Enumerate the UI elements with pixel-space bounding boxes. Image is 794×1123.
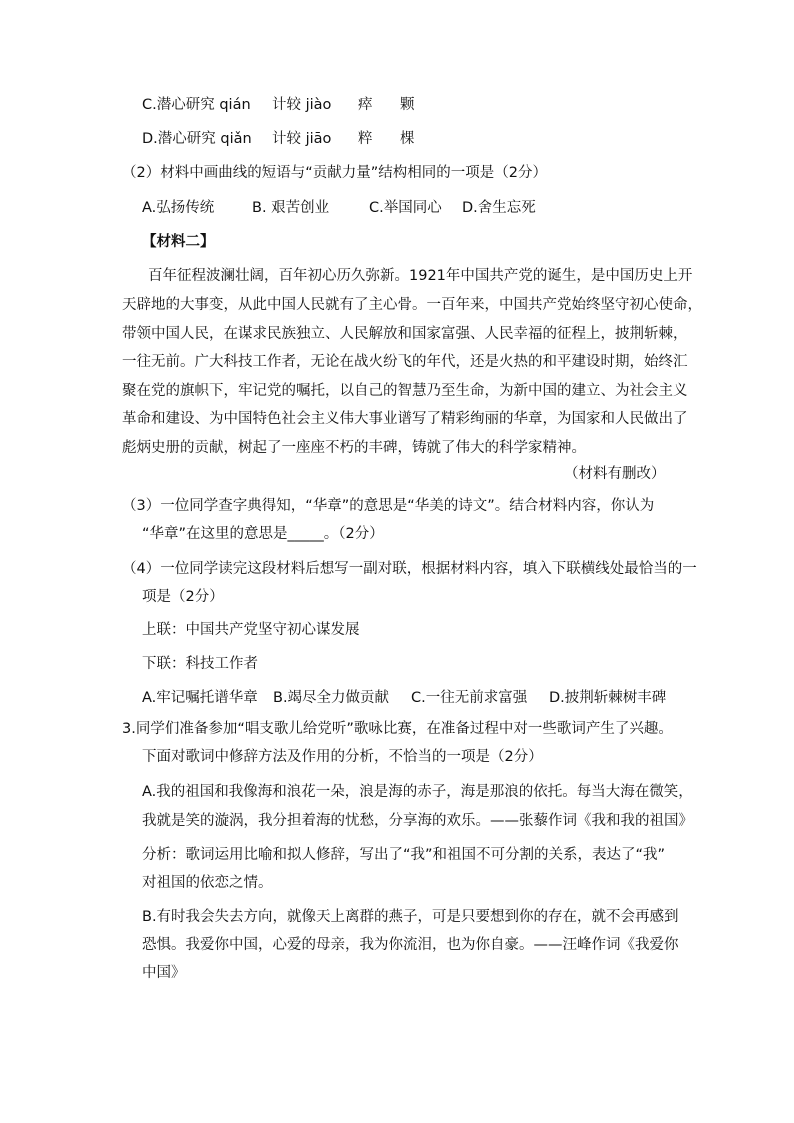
question3-line1: 3.同学们准备参加“唱支歌儿给党听”歌咏比赛，在准备过程中对一些歌词产生了兴趣。 — [122, 721, 673, 737]
question3-analysis: 对祖国的依恋之情。 — [142, 875, 273, 891]
q1-option-c-word2: 计较 jiào — [272, 97, 332, 113]
q2-stem: （2）材料中画曲线的短语与“贡献力量”结构相同的一项是（2分） — [122, 165, 547, 181]
q1-option-d-char4: 棵 — [400, 131, 415, 147]
question3-option-b: B.有时我会失去方向，就像天上离群的燕子，可是只要想到你的存在，就不会再感到 — [142, 909, 679, 925]
q4-line1: （4）一位同学读完这段材料后想写一副对联，根据材料内容，填入下联横线处最恰当的一 — [122, 561, 697, 577]
q4-options — [142, 688, 666, 708]
material2-line: 聚在党的旗帜下，牢记党的嘱托，以自己的智慧乃至生命，为新中国的建立、为社会主义 — [122, 383, 688, 399]
q1-option-c — [142, 95, 415, 115]
q1-option-c-char3: 瘁 — [358, 97, 373, 113]
q1-option-c-label: C.潜心研究 qián — [142, 97, 251, 113]
question3-line2: 下面对歌词中修辞方法及作用的分析，不恰当的一项是（2分） — [142, 749, 543, 765]
q3-line2: “华章”在这里的意思是_____。（2分） — [142, 526, 384, 542]
q4-option-b: B.竭尽全力做贡献 — [273, 690, 390, 706]
material2-line: 一往无前。广大科技工作者，无论在战火纷飞的年代，还是火热的和平建设时期，始终汇 — [122, 354, 688, 370]
question3-analysis: 分析：歌词运用比喻和拟人修辞，写出了“我”和祖国不可分割的关系，表达了“我” — [142, 847, 666, 863]
material2-heading: 【材料二】 — [142, 234, 215, 250]
q1-option-c-char4: 颗 — [400, 97, 415, 113]
q4-option-a: A.牢记嘱托谱华章 — [142, 690, 258, 706]
q1-option-d-char3: 粹 — [358, 131, 373, 147]
q1-option-d-label: D.潜心研究 qiǎn — [142, 131, 252, 147]
question3-option-a: 我就是笑的漩涡，我分担着海的忧愁，分享海的欢乐。——张藜作词《我和我的祖国》 — [142, 813, 693, 829]
material2-source-note: （材料有删改） — [564, 466, 666, 482]
material2-line: 百年征程波澜壮阔，百年初心历久弥新。1921年中国共产党的诞生，是中国历史上开 — [148, 268, 693, 284]
material2-line: 彪炳史册的贡献，树起了一座座不朽的丰碑，铸就了伟大的科学家精神。 — [122, 440, 586, 456]
q4-option-d: D.披荆斩棘树丰碑 — [549, 690, 667, 706]
q1-option-d — [142, 129, 415, 149]
question3-option-a: A.我的祖国和我像海和浪花一朵，浪是海的赤子，海是那浪的依托。每当大海在微笑， — [142, 784, 693, 800]
question3-option-b: 恐惧。我爱你中国，心爱的母亲，我为你流泪，也为你自豪。——汪峰作词《我爱你 — [142, 937, 679, 953]
q2-option-c: C.举国同心 — [369, 200, 442, 216]
q4-upper-couplet: 上联：中国共产党坚守初心谋发展 — [142, 622, 360, 638]
q2-options — [142, 198, 536, 218]
q1-option-d-word2: 计较 jiāo — [272, 131, 332, 147]
material2-line: 带领中国人民，在谋求民族独立、人民解放和国家富强、人民幸福的征程上，披荆斩棘， — [122, 326, 688, 342]
q4-option-c: C.一往无前求富强 — [411, 690, 528, 706]
q3-line1: （3）一位同学查字典得知，“华章”的意思是“华美的诗文”。结合材料内容，你认为 — [122, 498, 655, 514]
q4-line2: 项是（2分） — [142, 589, 224, 605]
q2-option-b: B. 艰苦创业 — [252, 200, 330, 216]
material2-line: 天辟地的大事变，从此中国人民就有了主心骨。一百年来，中国共产党始终坚守初心使命， — [122, 297, 702, 313]
question3-option-b: 中国》 — [142, 965, 186, 981]
q2-option-a: A.弘扬传统 — [142, 200, 215, 216]
material2-line: 革命和建设、为中国特色社会主义伟大事业谱写了精彩绚丽的华章，为国家和人民做出了 — [122, 411, 688, 427]
q4-lower-couplet: 下联：科技工作者 — [142, 656, 258, 672]
q2-option-d: D.舍生忘死 — [462, 200, 536, 216]
